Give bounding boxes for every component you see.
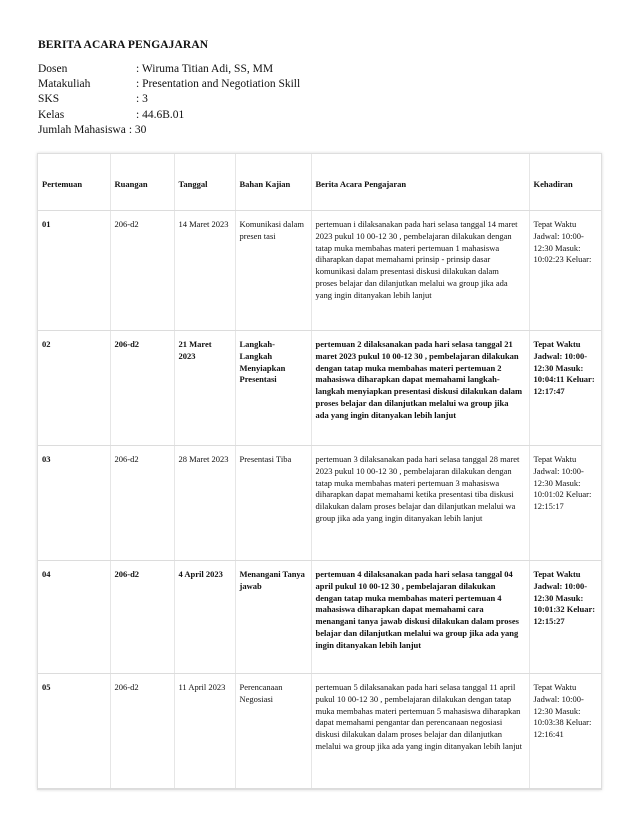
cell-ruangan: 206-d2: [110, 211, 174, 331]
info-value: : 3: [136, 93, 148, 106]
cell-pertemuan: 04: [38, 561, 110, 674]
info-row-jumlah-mahasiswa: [38, 123, 300, 138]
header-kehadiran: Kehadiran: [529, 154, 601, 211]
info-value: : 44.6B.01: [136, 108, 185, 121]
table-row: [38, 561, 601, 674]
cell-berita-acara: pertemuan 2 dilaksanakan pada hari selasa tanggal 21 maret 2023 pukul 10 00-12 30 , pembelajaran dilakukan dengan tatap muka membahas materi pertemuan 2 mahasiswa diharapkan dapat memahami langkah-langkah menyiapkan presentasi diskusi dilakukan dalam proses belajar dan dilanjutkan melalui wa group jika ada yang ingin ditanyakan lebih lanjut: [311, 331, 529, 446]
header-ruangan: Ruangan: [110, 154, 174, 211]
cell-kehadiran: Tepat Waktu Jadwal: 10:00-12:30 Masuk: 10:01:02 Keluar: 12:15:17: [529, 446, 601, 561]
cell-bahan-kajian: Komunikasi dalam presen tasi: [235, 211, 311, 331]
cell-kehadiran: Tepat Waktu Jadwal: 10:00-12:30 Masuk: 10:01:32 Keluar: 12:15:27: [529, 561, 601, 674]
cell-bahan-kajian: Perencanaan Negosiasi: [235, 674, 311, 789]
cell-berita-acara: pertemuan 3 dilaksanakan pada hari selasa tanggal 28 maret 2023 pukul 10 00-12 30 , pembelajaran dilakukan dengan tatap muka membahas materi pertemuan 3 mahasiswa diharapkan dapat memahami ketika presentasi tiba diskusi dilakukan dalam proses belajar dan dilanjutkan melalui wa group jika ada yang ingin ditanyakan lebih lanjut: [311, 446, 529, 561]
course-info: [38, 62, 300, 138]
cell-kehadiran: Tepat Waktu Jadwal: 10:00-12:30 Masuk: 10:04:11 Keluar: 12:17:47: [529, 331, 601, 446]
cell-bahan-kajian: Presentasi Tiba: [235, 446, 311, 561]
info-row-kelas: [38, 108, 300, 123]
info-value: : Presentation and Negotiation Skill: [136, 78, 301, 91]
header-bahan-kajian: Bahan Kajian: [235, 154, 311, 211]
cell-pertemuan: 01: [38, 211, 110, 331]
cell-pertemuan: 05: [38, 674, 110, 789]
cell-tanggal: 21 Maret 2023: [174, 331, 235, 446]
cell-tanggal: 11 April 2023: [174, 674, 235, 789]
table-row: [38, 331, 601, 446]
cell-kehadiran: Tepat Waktu Jadwal: 10:00-12:30 Masuk: 10:03:38 Keluar: 12:16:41: [529, 674, 601, 789]
cell-bahan-kajian: Menangani Tanya jawab: [235, 561, 311, 674]
header-tanggal: Tanggal: [174, 154, 235, 211]
cell-ruangan: 206-d2: [110, 561, 174, 674]
info-value: : 30: [128, 123, 147, 136]
table-header-row: [38, 154, 601, 211]
cell-ruangan: 206-d2: [110, 446, 174, 561]
cell-tanggal: 28 Maret 2023: [174, 446, 235, 561]
cell-pertemuan: 02: [38, 331, 110, 446]
table-row: [38, 674, 601, 789]
info-label: Jumlah Mahasiswa: [38, 123, 126, 136]
info-label: Dosen: [38, 63, 68, 75]
info-row-dosen: [38, 62, 300, 77]
cell-berita-acara: pertemuan i dilaksanakan pada hari selasa tanggal 14 maret 2023 pukul 10 00-12 30 , pembelajaran dilakukan dengan tatap muka membahas materi pertemuan 1 mahasiswa diharapkan dapat memahami prinsip - prinsip dasar komunikasi dalam presentasi diskusi dilakukan dalam proses belajar dan dilanjutkan melalui wa group jika ada yang ingin ditanyakan lebih lanjut: [311, 211, 529, 331]
attendance-table-container: [37, 153, 602, 790]
info-label: Matakuliah: [38, 78, 91, 91]
header-pertemuan: Pertemuan: [38, 154, 110, 211]
header-berita-acara: Berita Acara Pengajaran: [311, 154, 529, 211]
cell-bahan-kajian: Langkah-Langkah Menyiapkan Presentasi: [235, 331, 311, 446]
cell-ruangan: 206-d2: [110, 331, 174, 446]
attendance-table: [38, 154, 601, 789]
table-row: [38, 211, 601, 331]
cell-kehadiran: Tepat Waktu Jadwal: 10:00-12:30 Masuk: 10:02:23 Keluar:: [529, 211, 601, 331]
cell-berita-acara: pertemuan 5 dilaksanakan pada hari selasa tanggal 11 april pukul 10 00-12 30 , pembelajaran dilakukan dengan tatap muka membahas materi pertemuan 5 mahasiswa diharapkan dapat memahami pengantar dan perencanaan negosiasi diskusi dilakukan dalam proses belajar dan dilanjutkan melalui wa group jika ada yang ingin ditanyakan lebih lanjut: [311, 674, 529, 789]
cell-pertemuan: 03: [38, 446, 110, 561]
table-row: [38, 446, 601, 561]
cell-tanggal: 4 April 2023: [174, 561, 235, 674]
info-label: SKS: [38, 93, 60, 106]
cell-ruangan: 206-d2: [110, 674, 174, 789]
info-row-matakuliah: [38, 77, 300, 92]
info-row-sks: [38, 92, 300, 107]
info-value: : Wiruma Titian Adi, SS, MM: [136, 63, 274, 75]
info-label: Kelas: [38, 108, 65, 121]
page-title: BERITA ACARA PENGAJARAN: [38, 39, 209, 51]
cell-berita-acara: pertemuan 4 dilaksanakan pada hari selasa tanggal 04 april pukul 10 00-12 30 , pembelajaran dilakukan dengan tatap muka membahas materi pertemuan 4 mahasiswa diharapkan dapat memahami cara menangani tanya jawab diskusi dilakukan dalam proses belajar dan dilanjutkan melalui wa group jika ada yang ingin ditanyakan lebih lanjut: [311, 561, 529, 674]
cell-tanggal: 14 Maret 2023: [174, 211, 235, 331]
